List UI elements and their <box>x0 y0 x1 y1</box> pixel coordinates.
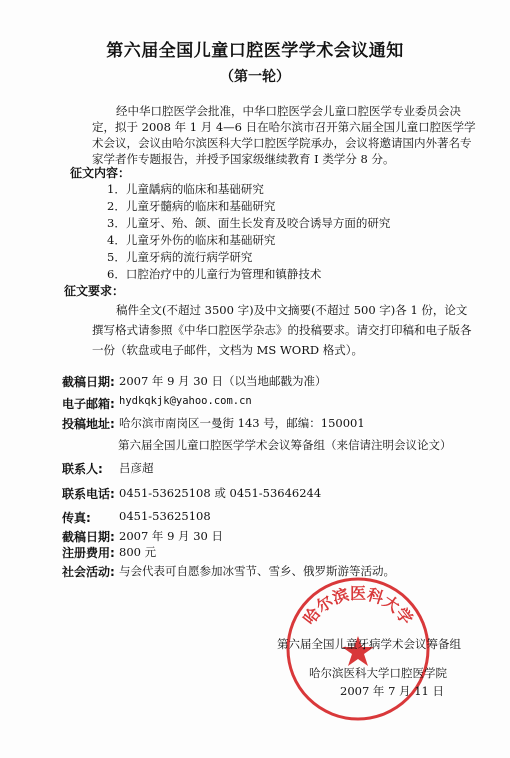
address-row <box>62 415 365 432</box>
notice-round: （第一轮） <box>220 69 290 85</box>
intro-paragraph: 经中华口腔医学会批准，中华口腔医学会儿童口腔医学专业委员会决定，拟于 2008 年 1 月 4—6 日在哈尔滨市召开第六届全国儿童口腔医学学术会议，会议由哈尔滨医科大学口腔医学院承办，会议将邀请国内外著名专家学者作专题报告，并授予国家级继续教育 I 类学分 8 分。 <box>92 104 476 166</box>
social-label: 社会活动: <box>62 565 115 579</box>
phone-value: 0451-53625108 或 0451-53646244 <box>119 486 322 500</box>
phone-row <box>62 485 322 502</box>
deadline2-row <box>62 528 223 545</box>
topic-item: 1．儿童龋病的临床和基础研究 <box>107 182 264 196</box>
email-label: 电子邮箱: <box>62 397 115 411</box>
requirements-paragraph: 稿件全文(不超过 3500 字)及中文摘要(不超过 500 字)各 1 份，论文撰写格式请参照《中华口腔医学杂志》的投稿要求。请交打印稿和电子版各一份（软盘或电子邮件，文档为 MS WORD 格式）。 <box>92 303 472 357</box>
topic-item: 4．儿童牙外伤的临床和基础研究 <box>107 233 276 247</box>
contact-row <box>62 460 154 477</box>
topic-item: 2．儿童牙髓病的临床和基础研究 <box>107 199 276 213</box>
address-label: 投稿地址: <box>62 417 115 431</box>
phone-label: 联系电话: <box>62 487 115 501</box>
topic-item: 6．口腔治疗中的儿童行为管理和镇静技术 <box>107 267 322 281</box>
deadline2-value: 2007 年 9 月 30 日 <box>119 529 223 543</box>
fax-row <box>62 509 211 526</box>
address-value: 哈尔滨市南岗区一曼街 143 号，邮编：150001 <box>119 416 365 430</box>
signature-org1: 第六届全国儿童牙病学术会议筹备组 <box>277 637 461 651</box>
fee-label: 注册费用: <box>62 546 115 560</box>
social-value: 与会代表可自愿参加冰雪节、雪乡、俄罗斯游等活动。 <box>119 564 395 578</box>
signature-org2: 哈尔滨医科大学口腔医学院 <box>309 666 447 680</box>
deadline-row <box>62 373 327 390</box>
fax-value: 0451-53625108 <box>119 509 211 523</box>
fax-label: 传真: <box>62 511 91 525</box>
fee-value: 800 元 <box>119 545 157 559</box>
social-row <box>62 563 395 580</box>
email-value: hydkqkjk@yahoo.com.cn <box>119 395 252 407</box>
seal-text: 哈尔滨医科大学 <box>299 584 417 629</box>
requirements-heading: 征文要求： <box>64 284 125 298</box>
topic-item: 5．儿童牙病的流行病学研究 <box>107 250 253 264</box>
notice-title: 第六届全国儿童口腔医学学术会议通知 <box>106 41 404 61</box>
topics-heading: 征文内容： <box>70 166 131 180</box>
topic-item: 3．儿童牙、殆、颌、面生长发育及咬合诱导方面的研究 <box>107 216 391 230</box>
deadline2-label: 截稿日期: <box>62 530 115 544</box>
contact-label: 联系人: <box>62 462 103 476</box>
contact-value: 吕彦超 <box>119 461 154 475</box>
fee-row <box>62 544 157 561</box>
committee-line: 第六届全国儿童口腔医学学术会议筹备组（来信请注明会议论文） <box>118 438 452 452</box>
signature-date: 2007 年 7 月 11 日 <box>340 684 444 698</box>
deadline-value: 2007 年 9 月 30 日（以当地邮戳为准） <box>119 374 327 388</box>
topics-list <box>107 181 390 283</box>
deadline-label: 截稿日期: <box>62 375 115 389</box>
email-row <box>62 395 252 412</box>
